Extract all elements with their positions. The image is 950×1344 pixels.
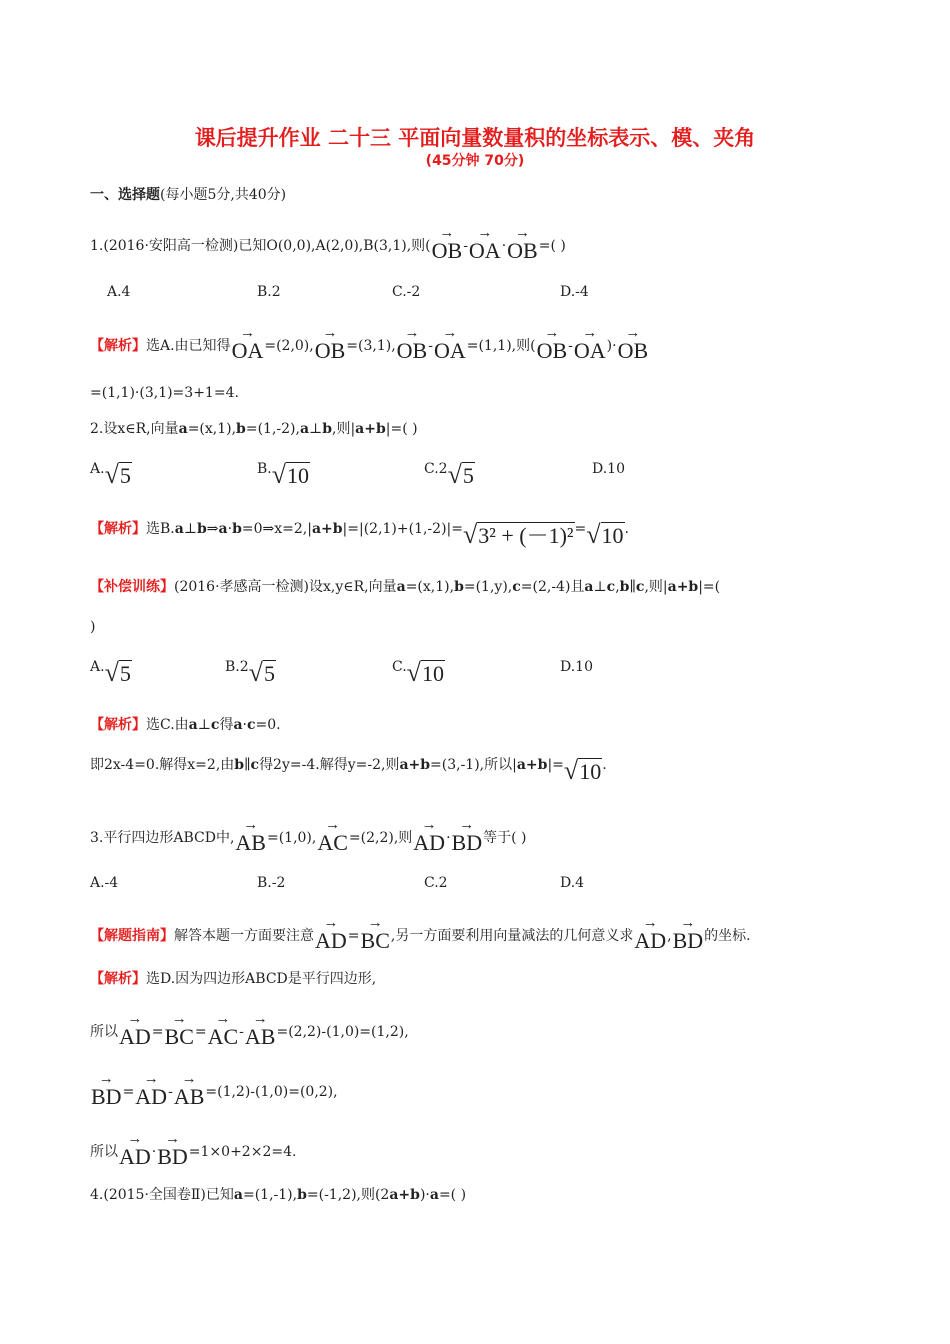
q1-option-d: D.-4 xyxy=(560,284,589,300)
bc-option-b xyxy=(225,658,276,687)
var-b: b xyxy=(232,521,242,537)
q3-stem-text: 等于( ) xyxy=(483,830,527,846)
var-a: a xyxy=(584,579,594,595)
var-b: b xyxy=(322,421,332,437)
equals-sign: = xyxy=(122,1084,135,1100)
q4-stem-text: 4.(2015·全国卷Ⅱ)已知 xyxy=(90,1187,234,1203)
q3-stem-text: =(1,0), xyxy=(266,830,317,846)
radicand: 5 xyxy=(263,661,275,686)
q3-sol-text: 选D.因为四边形ABCD是平行四边形, xyxy=(146,971,377,987)
bc-stem-text: ,则| xyxy=(644,579,668,595)
bc-solution-line2 xyxy=(90,756,607,785)
sqrt-expression: √3² + (－1)² xyxy=(462,520,574,549)
q3-guide-text: ,另一方面要利用向量减法的几何意义求 xyxy=(390,928,634,944)
bc-sol-text: 得 xyxy=(219,717,234,733)
q2-sol-text: |=|(2,1)+(1,-2)|= xyxy=(342,521,463,537)
minus-sign: - xyxy=(168,1084,173,1100)
question-2-stem xyxy=(90,420,418,438)
q3-sol-text: =(2,2)-(1,0)=(1,2), xyxy=(276,1024,409,1040)
section-head-note: (每小题5分,共40分) xyxy=(160,187,287,203)
vector-ad xyxy=(634,915,667,953)
bc-stem-text: , xyxy=(615,579,620,595)
vector-bd xyxy=(91,1071,122,1109)
q1-end-text: =( ) xyxy=(538,238,566,254)
supplementary-stem xyxy=(90,578,720,596)
arrow-icon: → xyxy=(477,225,493,241)
q1-solution-line1 xyxy=(90,325,649,363)
q1-sol-text: =(1,1),则( xyxy=(466,338,536,354)
q4-stem-text: =(-1,2),则(2 xyxy=(306,1187,390,1203)
vector-ad xyxy=(315,915,347,953)
q2-stem-text: ⊥ xyxy=(309,421,323,437)
question-4-stem xyxy=(90,1186,466,1204)
q2-option-a xyxy=(90,460,132,489)
q1-sol-text: =(2,0), xyxy=(264,338,314,354)
vector-ob xyxy=(536,325,568,363)
period: . xyxy=(602,757,607,773)
q2-sol-text: 选B. xyxy=(146,521,175,537)
arrow-icon: → xyxy=(127,1011,143,1027)
analysis-tag: 【解析】 xyxy=(90,717,146,733)
var-a-plus-b: a+b xyxy=(516,757,548,773)
var-c: c xyxy=(210,717,220,733)
vector-label: AB xyxy=(235,830,266,855)
vector-ad xyxy=(135,1071,168,1109)
bc-stem-text: ∥ xyxy=(629,579,636,595)
sqrt-10: √10 xyxy=(586,520,624,549)
vector-label: AD xyxy=(634,928,667,953)
q3-option-b: B.-2 xyxy=(257,875,286,891)
var-b: b xyxy=(619,579,630,595)
arrow-icon: → xyxy=(642,915,658,931)
var-a: a xyxy=(429,1187,439,1203)
vector-label: AD xyxy=(315,928,347,953)
q3-sol-text: =1×0+2×2=4. xyxy=(188,1144,297,1160)
vector-label: OB xyxy=(617,338,649,363)
radicand: 5 xyxy=(119,661,131,686)
sqrt-10: √10 xyxy=(271,460,310,489)
q4-stem-text: =(1,-1), xyxy=(242,1187,298,1203)
var-a-plus-b: a+b xyxy=(399,757,431,773)
bc-stem-text: ⊥ xyxy=(593,579,607,595)
bc-option-d: D.10 xyxy=(560,659,593,675)
vector-ab xyxy=(173,1071,205,1109)
bc-sol-text: · xyxy=(242,717,247,733)
arrow-icon: → xyxy=(404,325,420,341)
bc-solution-line1 xyxy=(90,716,281,734)
q2-stem-text: =(x,1), xyxy=(187,421,237,437)
dot-sign: · xyxy=(151,1144,157,1160)
var-a: a xyxy=(174,521,184,537)
analysis-tag: 【解析】 xyxy=(90,521,146,537)
var-c: c xyxy=(512,579,521,595)
vector-label: OB xyxy=(431,238,463,263)
q3-solution-line3 xyxy=(90,1131,297,1169)
var-a: a xyxy=(233,1187,243,1203)
vector-ob xyxy=(314,325,346,363)
arrow-icon: → xyxy=(252,1011,268,1027)
q1-sol-text: 选A.由已知得 xyxy=(146,338,231,354)
arrow-icon: → xyxy=(127,1131,143,1147)
option-label: A. xyxy=(90,461,105,477)
q1-stem-text: 1.(2016·安阳高一检测)已知O(0,0),A(2,0),B(3,1),则( xyxy=(90,238,431,254)
radicand: 10 xyxy=(579,759,602,784)
q2-stem-text: =(1,-2), xyxy=(245,421,300,437)
section-head-label: 一、选择题 xyxy=(90,187,160,203)
arrow-icon: → xyxy=(243,817,259,833)
vector-label: OB xyxy=(536,338,568,363)
q3-stem-text: 3.平行四边形ABCD中, xyxy=(90,830,235,846)
vector-bc xyxy=(360,915,390,953)
arrow-icon: → xyxy=(582,325,598,341)
equals-sign: = xyxy=(151,1024,164,1040)
var-c: c xyxy=(635,579,645,595)
q4-stem-text: =( ) xyxy=(438,1187,467,1203)
vector-oa xyxy=(468,225,501,263)
arrow-icon: → xyxy=(544,325,560,341)
var-a-plus-b: a+b xyxy=(311,521,343,537)
vector-bd xyxy=(157,1131,188,1169)
q3-sol-text: =(1,2)-(1,0)=(0,2), xyxy=(205,1084,338,1100)
vector-label: OB xyxy=(396,338,428,363)
vector-ob xyxy=(431,225,463,263)
var-a: a xyxy=(389,1187,399,1203)
vector-label: BC xyxy=(360,928,390,953)
vector-bc xyxy=(164,1011,194,1049)
var-a: a xyxy=(218,521,228,537)
arrow-icon: → xyxy=(442,325,458,341)
q2-sol-text: =0⇒x=2,| xyxy=(241,521,312,537)
arrow-icon: → xyxy=(181,1071,197,1087)
var-c: c xyxy=(250,757,260,773)
radicand: 3² + (－1)² xyxy=(478,523,574,548)
q3-stem-text: =(2,2),则 xyxy=(348,830,413,846)
arrow-icon: → xyxy=(165,1131,181,1147)
arrow-icon: → xyxy=(143,1071,159,1087)
bc-option-a xyxy=(90,658,132,687)
q3-guide-text: 解答本题一方面要注意 xyxy=(174,928,314,944)
arrow-icon: → xyxy=(322,325,338,341)
bc-sol-text: ⊥ xyxy=(197,717,211,733)
sqrt-5: √5 xyxy=(248,658,275,687)
vector-label: AB xyxy=(244,1024,276,1049)
minus-sign: - xyxy=(428,338,433,354)
q1-option-a: A.4 xyxy=(107,284,131,300)
vector-label: OB xyxy=(507,238,538,263)
arrow-icon: → xyxy=(98,1071,114,1087)
var-b: b xyxy=(297,1187,307,1203)
q3-option-c: C.2 xyxy=(424,875,448,891)
equals-sign: = xyxy=(194,1024,207,1040)
var-c: c xyxy=(606,579,616,595)
q2-stem-text: 2.设x∈R,向量 xyxy=(90,421,179,437)
vector-ob xyxy=(617,325,649,363)
radicand: 10 xyxy=(287,463,310,488)
equals-sign: = xyxy=(347,928,360,944)
q3-guide xyxy=(90,915,751,953)
bc-sol-text: 即2x-4=0.解得x=2,由 xyxy=(90,757,235,773)
dot-sign: · xyxy=(446,830,451,846)
guide-tag: 【解题指南】 xyxy=(90,928,174,944)
vector-bd xyxy=(451,817,483,855)
vector-ad xyxy=(119,1131,151,1169)
radicand: 5 xyxy=(462,463,474,488)
period: . xyxy=(624,521,629,537)
vector-label: AC xyxy=(317,830,348,855)
q3-solution-line2 xyxy=(90,1071,338,1109)
vector-label: OA xyxy=(433,338,466,363)
paren: ) xyxy=(606,338,613,354)
vector-ob xyxy=(396,325,428,363)
q2-solution xyxy=(90,520,629,549)
q3-sol-text: 所以 xyxy=(90,1144,118,1160)
var-b: b xyxy=(236,421,246,437)
q2-stem-text: |=( ) xyxy=(385,421,418,437)
var-b: b xyxy=(234,757,245,773)
bc-sol-text: ∥ xyxy=(244,757,251,773)
var-a: a xyxy=(299,421,310,437)
arrow-icon: → xyxy=(514,225,530,241)
dot-sign: · xyxy=(501,238,507,254)
vector-ad xyxy=(413,817,446,855)
vector-label: OB xyxy=(314,338,346,363)
var-a: a xyxy=(188,717,198,733)
var-a-plus-b: a+b xyxy=(667,579,699,595)
question-3-stem xyxy=(90,817,527,855)
var-plus-b: +b xyxy=(398,1187,420,1203)
arrow-icon: → xyxy=(625,325,641,341)
q4-stem-text: )· xyxy=(419,1187,430,1203)
arrow-icon: → xyxy=(367,915,383,931)
minus-sign: - xyxy=(463,238,468,254)
vector-label: BD xyxy=(451,830,483,855)
bc-sol-text: =(3,-1),所以| xyxy=(430,757,517,773)
vector-ac xyxy=(317,817,348,855)
sqrt-5: √5 xyxy=(104,460,131,489)
bc-option-c xyxy=(392,658,445,687)
var-b: b xyxy=(197,521,207,537)
minus-sign: - xyxy=(239,1024,244,1040)
bc-sol-text: |= xyxy=(547,757,564,773)
vector-ob xyxy=(507,225,538,263)
q2-option-b xyxy=(257,460,310,489)
dot-sign: · xyxy=(612,338,617,354)
sqrt-10: √10 xyxy=(563,756,602,785)
vector-bd xyxy=(672,915,704,953)
minus-sign: - xyxy=(568,338,573,354)
vector-label: AD xyxy=(135,1084,168,1109)
page-title: 课后提升作业 二十三 平面向量数量积的坐标表示、模、夹角 xyxy=(194,126,756,150)
q1-option-c: C.-2 xyxy=(392,284,421,300)
bc-stem-text: =(x,1), xyxy=(405,579,455,595)
vector-label: BD xyxy=(157,1144,188,1169)
bc-sol-text: 选C.由 xyxy=(146,717,189,733)
var-b: b xyxy=(454,579,464,595)
arrow-icon: → xyxy=(459,817,475,833)
vector-label: OA xyxy=(231,338,264,363)
vector-label: AD xyxy=(119,1144,151,1169)
supplementary-stem-line2: ) xyxy=(90,619,96,635)
equals-sign: = xyxy=(574,521,587,537)
sqrt-5: √5 xyxy=(104,658,131,687)
q3-option-a: A.-4 xyxy=(90,875,119,891)
option-label: C.2 xyxy=(424,461,448,477)
q3-solution-line1 xyxy=(90,1011,409,1049)
q3-guide-text: 的坐标. xyxy=(704,928,751,944)
vector-oa xyxy=(433,325,466,363)
q2-option-d: D.10 xyxy=(592,461,625,477)
sqrt-10: √10 xyxy=(406,658,444,687)
bc-stem-text: =(2,-4)且 xyxy=(520,579,585,595)
q2-stem-text: ,则| xyxy=(332,421,356,437)
bc-stem-text: (2016·孝感高一检测)设x,y∈R,向量 xyxy=(174,579,397,595)
arrow-icon: → xyxy=(171,1011,187,1027)
bc-stem-text: |=( xyxy=(698,579,721,595)
vector-label: AD xyxy=(119,1024,151,1049)
vector-label: BD xyxy=(672,928,704,953)
bc-sol-text: =0. xyxy=(255,717,281,733)
arrow-icon: → xyxy=(421,817,437,833)
arrow-icon: → xyxy=(439,225,455,241)
arrow-icon: → xyxy=(325,817,341,833)
vector-ab xyxy=(244,1011,276,1049)
var-a: a xyxy=(233,717,243,733)
q2-sol-text: ⇒ xyxy=(206,521,219,537)
radicand: 10 xyxy=(421,661,444,686)
vector-ad xyxy=(119,1011,151,1049)
q3-option-d: D.4 xyxy=(560,875,585,891)
arrow-icon: → xyxy=(239,325,255,341)
comma: , xyxy=(667,928,672,944)
vector-label: BD xyxy=(91,1084,122,1109)
supplementary-tag: 【补偿训练】 xyxy=(90,579,174,595)
bc-stem-text: =(1,y), xyxy=(463,579,513,595)
vector-oa xyxy=(231,325,264,363)
vector-label: AB xyxy=(173,1084,205,1109)
q1-solution-line2: =(1,1)·(3,1)=3+1=4. xyxy=(90,385,239,401)
var-a: a xyxy=(396,579,406,595)
analysis-tag: 【解析】 xyxy=(90,971,146,987)
arrow-icon: → xyxy=(680,915,696,931)
arrow-icon: → xyxy=(215,1011,231,1027)
q3-sol-text: 所以 xyxy=(90,1024,118,1040)
vector-label: AD xyxy=(413,830,446,855)
var-a-plus-b: a+b xyxy=(355,421,386,437)
question-1-stem xyxy=(90,225,566,263)
option-label: B.2 xyxy=(225,659,249,675)
page-subtitle: (45分钟 70分) xyxy=(425,153,525,169)
q2-sol-text: · xyxy=(227,521,233,537)
option-label: B. xyxy=(257,461,272,477)
q1-option-b: B.2 xyxy=(257,284,281,300)
vector-ab xyxy=(235,817,266,855)
option-label: A. xyxy=(90,659,105,675)
vector-label: OA xyxy=(573,338,606,363)
q3-solution-intro xyxy=(90,970,376,988)
q2-sol-text: ⊥ xyxy=(183,521,197,537)
arrow-icon: → xyxy=(323,915,339,931)
sqrt-5: √5 xyxy=(447,460,474,489)
q1-sol-text: =(3,1), xyxy=(346,338,396,354)
bc-sol-text: 得2y=-4.解得y=-2,则 xyxy=(259,757,400,773)
radicand: 5 xyxy=(119,463,131,488)
q2-option-c xyxy=(424,460,475,489)
analysis-tag: 【解析】 xyxy=(90,338,146,354)
vector-label: OA xyxy=(468,238,501,263)
vector-label: BC xyxy=(164,1024,194,1049)
vector-ac xyxy=(207,1011,239,1049)
radicand: 10 xyxy=(601,523,624,548)
option-label: C. xyxy=(392,659,407,675)
section-header xyxy=(90,186,286,204)
vector-label: AC xyxy=(207,1024,239,1049)
var-c: c xyxy=(246,717,256,733)
vector-oa xyxy=(573,325,606,363)
var-a: a xyxy=(178,421,188,437)
